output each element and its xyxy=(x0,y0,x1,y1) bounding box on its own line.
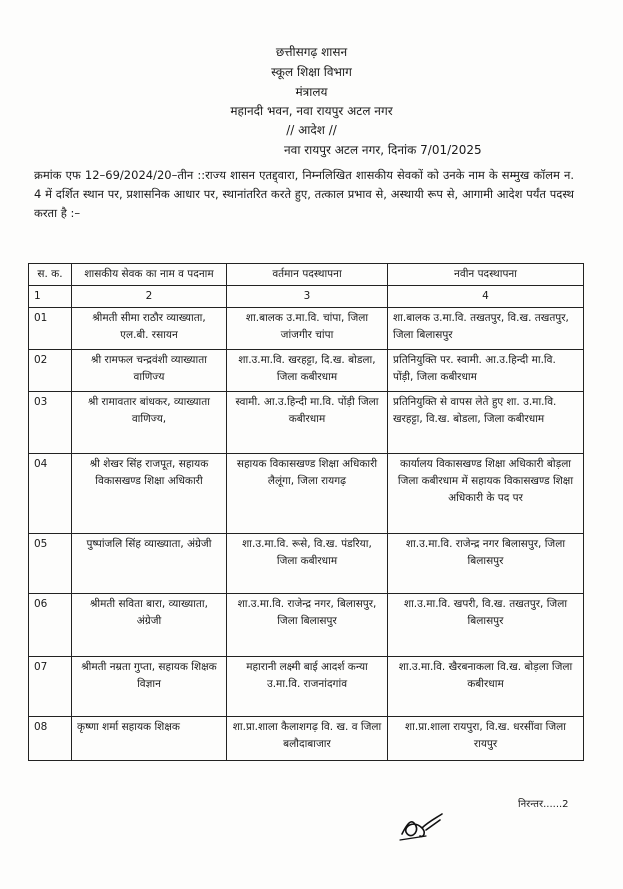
signature-icon xyxy=(396,800,446,848)
table-header-row xyxy=(29,264,584,286)
row-serial: 07 xyxy=(29,657,72,717)
row-current-posting: शा.उ.मा.वि. राजेन्द्र नगर, बिलासपुर, जिला बिलासपुर xyxy=(227,594,388,657)
row-employee: श्री रामफल चन्द्रवंशी व्याख्याता वाणिज्य xyxy=(72,350,227,392)
row-new-posting: शा.प्रा.शाला रायपुरा, वि.ख. धरसींवा जिला रायपुर xyxy=(388,717,584,761)
order-body-text: क्रमांक एफ 12–69/2024/20–तीन ::राज्य शासन एतद्द्वारा, निम्नलिखित शासकीय सेवकों को उनके नाम के सम्मुख कॉलम न. 4 में दर्शित स्थान पर, प्रशासनिक आधार पर, स्थानांतरित करते हुए, तत्काल प्रभाव से, अस्थायी रूप से, आगामी आदेश पर्यंत पदस्थ करता है :– xyxy=(34,168,574,220)
header-serial: स. क. xyxy=(29,264,72,286)
col-num: 3 xyxy=(227,286,388,308)
row-current-posting: शा.बालक उ.मा.वि. चांपा, जिला जांजगीर चांपा xyxy=(227,308,388,350)
row-new-posting: शा.उ.मा.वि. राजेन्द्र नगर बिलासपुर, जिला बिलासपुर xyxy=(388,534,584,594)
header-employee: शासकीय सेवक का नाम व पदनाम xyxy=(72,264,227,286)
col-num: 2 xyxy=(72,286,227,308)
table-row xyxy=(29,717,584,761)
row-employee: कृष्णा शर्मा सहायक शिक्षक xyxy=(72,717,227,761)
row-new-posting: प्रतिनियुक्ति से वापस लेते हुए शा. उ.मा.वि. खरहट्टा, वि.ख. बोडला, जिला कबीरधाम xyxy=(388,392,584,454)
govt-name: छत्तीसगढ़ शासन xyxy=(275,45,348,59)
table-row xyxy=(29,454,584,534)
row-serial: 05 xyxy=(29,534,72,594)
row-new-posting: प्रतिनियुक्ति पर. स्वामी. आ.उ.हिन्दी मा.वि. पोंड़ी, जिला कबीरधाम xyxy=(388,350,584,392)
row-employee: श्रीमती सीमा राठौर व्याख्याता, एल.बी. रसायन xyxy=(72,308,227,350)
row-current-posting: शा.प्रा.शाला कैलाशगढ़ वि. ख. व जिला बलौदाबाजार xyxy=(227,717,388,761)
row-employee: श्री रामावतार बांधकर, व्याख्याता वाणिज्य, xyxy=(72,392,227,454)
row-serial: 08 xyxy=(29,717,72,761)
place-date: नवा रायपुर अटल नगर, दिनांक 7/01/2025 xyxy=(284,143,482,157)
row-serial: 06 xyxy=(29,594,72,657)
table-row xyxy=(29,534,584,594)
table-row xyxy=(29,594,584,657)
office-address: महानदी भवन, नवा रायपुर अटल नगर xyxy=(230,104,393,118)
row-employee: श्रीमती सविता बारा, व्याख्याता, अंग्रेजी xyxy=(72,594,227,657)
col-num: 1 xyxy=(29,286,72,308)
ministry-label: मंत्रालय xyxy=(295,85,328,99)
row-employee: पुष्पांजलि सिंह व्याख्याता, अंग्रेजी xyxy=(72,534,227,594)
table-row xyxy=(29,350,584,392)
row-serial: 02 xyxy=(29,350,72,392)
row-new-posting: शा.बालक उ.मा.वि. तखतपुर, वि.ख. तखतपुर, जिला बिलासपुर xyxy=(388,308,584,350)
row-new-posting: शा.उ.मा.वि. खैरबनाकला वि.ख. बोड़ला जिला कबीरधाम xyxy=(388,657,584,717)
row-current-posting: महारानी लक्ष्मी बाई आदर्श कन्या उ.मा.वि. राजनांदगांव xyxy=(227,657,388,717)
row-new-posting: कार्यालय विकासखण्ड शिक्षा अधिकारी बोड़ला जिला कबीरधाम में सहायक विकासखण्ड शिक्षा अधिकारी के पद पर xyxy=(388,454,584,534)
header-current-posting: वर्तमान पदस्थापना xyxy=(227,264,388,286)
row-current-posting: शा.उ.मा.वि. रूसे, वि.ख. पंडरिया, जिला कबीरधाम xyxy=(227,534,388,594)
table-row xyxy=(29,657,584,717)
row-serial: 01 xyxy=(29,308,72,350)
row-employee: श्रीमती नम्रता गुप्ता, सहायक शिक्षक विज्ञान xyxy=(72,657,227,717)
continued-note: निरन्तर......2 xyxy=(518,799,569,810)
row-current-posting: सहायक विकासखण्ड शिक्षा अधिकारी लैलूंगा, जिला रायगढ़ xyxy=(227,454,388,534)
department-name: स्कूल शिक्षा विभाग xyxy=(271,65,352,79)
header-new-posting: नवीन पदस्थापना xyxy=(388,264,584,286)
row-new-posting: शा.उ.मा.वि. खपरी, वि.ख. तखतपुर, जिला बिलासपुर xyxy=(388,594,584,657)
column-number-row xyxy=(29,286,584,308)
table-row xyxy=(29,308,584,350)
transfer-table xyxy=(28,263,584,761)
row-employee: श्री शेखर सिंह राजपूत, सहायक विकासखण्ड शिक्षा अधिकारी xyxy=(72,454,227,534)
table-row xyxy=(29,392,584,454)
row-current-posting: स्वामी. आ.उ.हिन्दी मा.वि. पोंड़ी जिला कबीरधाम xyxy=(227,392,388,454)
row-serial: 04 xyxy=(29,454,72,534)
row-current-posting: शा.उ.मा.वि. खरहट्टा, दि.ख. बोडला, जिला कबीरधाम xyxy=(227,350,388,392)
order-title: // आदेश // xyxy=(286,123,337,137)
row-serial: 03 xyxy=(29,392,72,454)
col-num: 4 xyxy=(388,286,584,308)
